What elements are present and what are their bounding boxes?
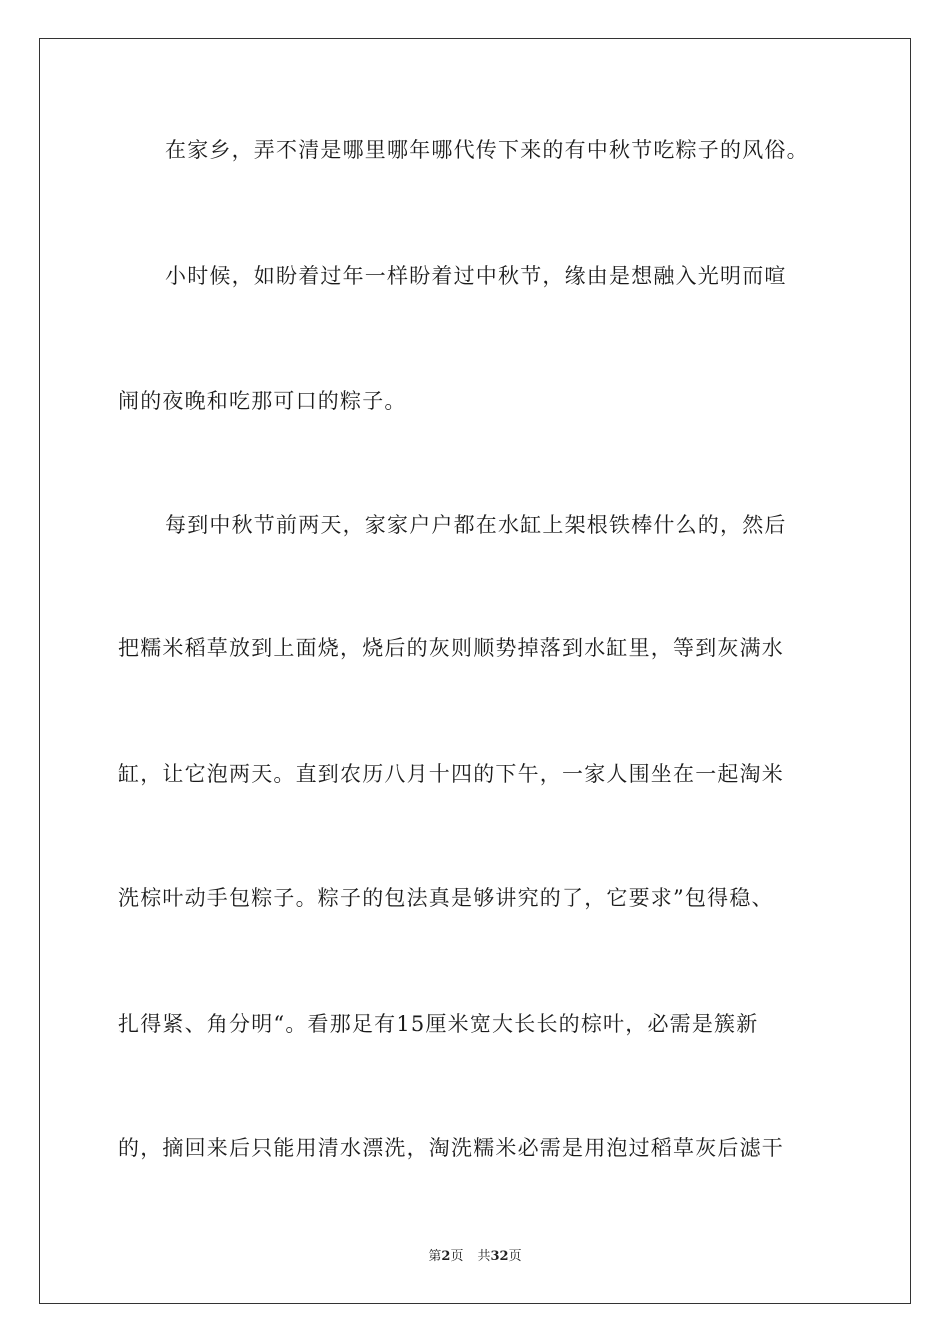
page-number: 2: [441, 1249, 451, 1264]
paragraph-line: 每到中秋节前两天，家家户户都在水缸上架根铁棒什么的，然后: [165, 513, 787, 537]
paragraph-line: 把糯米稻草放到上面烧，烧后的灰则顺势掉落到水缸里，等到灰满水: [118, 636, 784, 660]
page-footer: [0, 1248, 950, 1266]
paragraph-line: 闹的夜晚和吃那可口的粽子。: [118, 389, 407, 413]
paragraph-line: 的，摘回来后只能用清水漂洗，淘洗糯米必需是用泡过稻草灰后滤干: [118, 1136, 784, 1160]
paragraph-line: 小时候，如盼着过年一样盼着过中秋节，缘由是想融入光明而喧: [165, 264, 787, 288]
paragraph-line: 在家乡，弄不清是哪里哪年哪代传下来的有中秋节吃粽子的风俗。: [165, 138, 809, 162]
page-suffix: 页: [450, 1249, 464, 1264]
page-border: [39, 38, 911, 1304]
total-pages: 32: [490, 1249, 509, 1264]
total-suffix: 页: [508, 1249, 522, 1264]
paragraph-line: 洗棕叶动手包粽子。粽子的包法真是够讲究的了，它要求”包得稳、: [118, 886, 774, 910]
paragraph-line: 缸，让它泡两天。直到农历八月十四的下午，一家人围坐在一起淘米: [118, 762, 784, 786]
total-prefix: 共: [477, 1249, 491, 1264]
paragraph-line: 扎得紧、角分明“。看那足有15厘米宽大长长的棕叶，必需是簇新: [118, 1012, 759, 1036]
page-prefix: 第: [428, 1249, 442, 1264]
